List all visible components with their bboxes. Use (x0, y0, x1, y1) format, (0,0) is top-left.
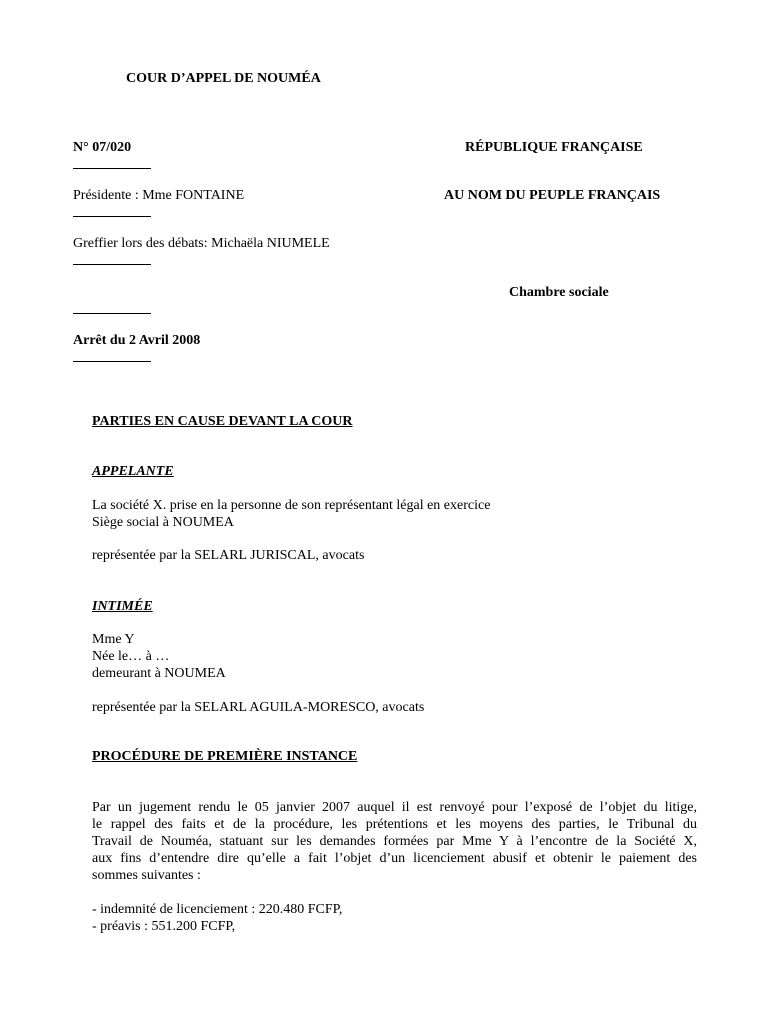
chamber-label: Chambre sociale (509, 285, 609, 300)
paragraph-line: le rappel des faits et de la procédure, les prétentions et les moyens des parties, le Tribunal du (92, 817, 697, 832)
divider-rule (73, 361, 151, 362)
divider-rule (73, 313, 151, 314)
appellant-seat: Siège social à NOUMEA (92, 515, 234, 530)
court-title: COUR D’APPEL DE NOUMÉA (126, 71, 321, 86)
divider-rule (73, 216, 151, 217)
clerk-line: Greffier lors des débats: Michaëla NIUMELE (73, 236, 330, 251)
respondent-name: Mme Y (92, 632, 135, 647)
republic-heading: RÉPUBLIQUE FRANÇAISE (465, 140, 643, 155)
respondent-heading: INTIMÉE (92, 599, 153, 614)
divider-rule (73, 168, 151, 169)
case-number: N° 07/020 (73, 140, 132, 155)
paragraph-line: Par un jugement rendu le 05 janvier 2007 auquel il est renvoyé pour l’exposé de l’objet du litige, (92, 800, 697, 815)
respondent-birth: Née le… à … (92, 649, 170, 664)
divider-rule (73, 264, 151, 265)
president-line: Présidente : Mme FONTAINE (73, 188, 245, 203)
paragraph-line: aux fins d’entendre dire qu’elle a fait l’objet d’un licenciement abusif et obtenir le paiement des (92, 851, 697, 866)
paragraph-line: sommes suivantes : (92, 868, 201, 883)
paragraph-line: Travail de Nouméa, statuant sur les demandes formées par Mme Y à l’encontre de la Société X, (92, 834, 697, 849)
parties-heading: PARTIES EN CAUSE DEVANT LA COUR (92, 414, 353, 429)
appellant-representation: représentée par la SELARL JURISCAL, avocats (92, 548, 365, 563)
appellant-name: La société X. prise en la personne de son représentant légal en exercice (92, 498, 491, 513)
in-name-of-heading: AU NOM DU PEUPLE FRANÇAIS (444, 188, 661, 203)
decision-date: Arrêt du 2 Avril 2008 (73, 333, 201, 348)
appellant-heading: APPELANTE (92, 464, 174, 479)
list-item: - préavis : 551.200 FCFP, (92, 919, 236, 934)
respondent-representation: représentée par la SELARL AGUILA-MORESCO, avocats (92, 700, 425, 715)
list-item: - indemnité de licenciement : 220.480 FCFP, (92, 902, 343, 917)
procedure-heading: PROCÉDURE DE PREMIÈRE INSTANCE (92, 749, 358, 764)
procedure-paragraph (92, 799, 697, 884)
respondent-residence: demeurant à NOUMEA (92, 666, 226, 681)
